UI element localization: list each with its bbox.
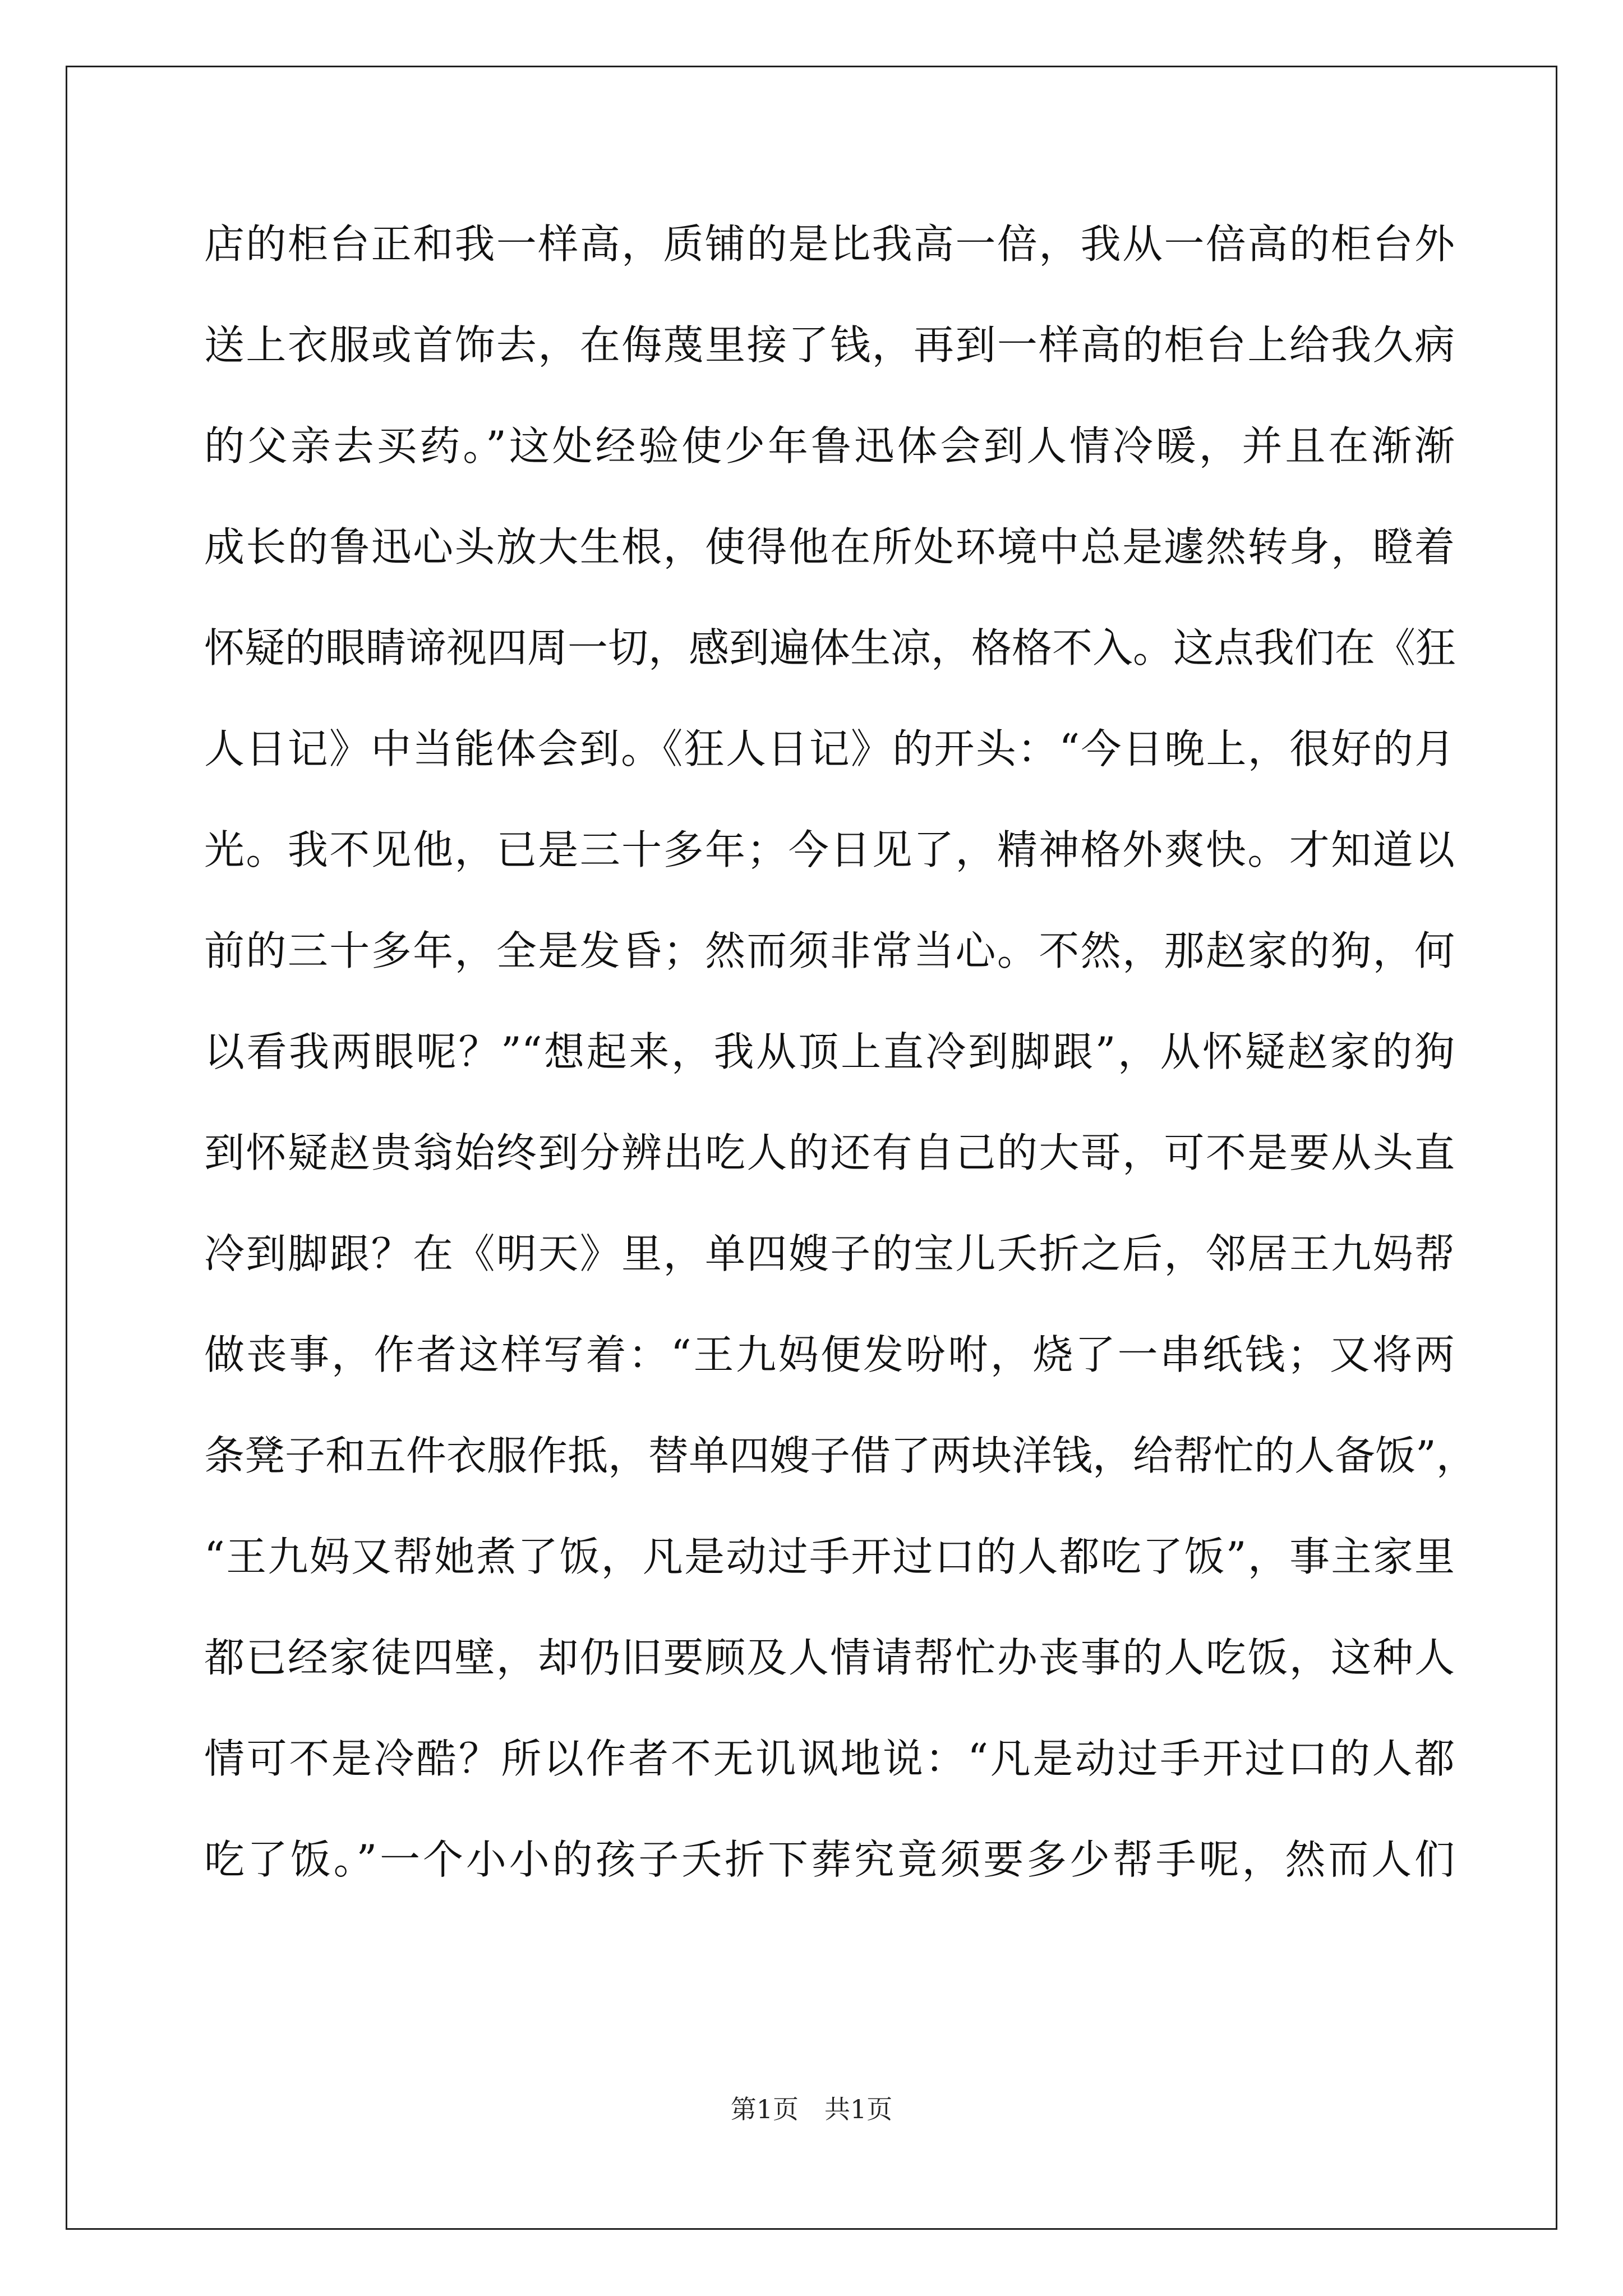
text-line: 前的三十多年，全是发昏；然而须非常当心。不然，那赵家的狗，何 xyxy=(204,927,1455,974)
text-line: 光。我不见他，已是三十多年；今日见了，精神格外爽快。才知道以 xyxy=(204,826,1455,873)
text-line: 到怀疑赵贵翁始终到分辨出吃人的还有自己的大哥，可不是要从头直 xyxy=(204,1129,1455,1176)
text-line: 送上衣服或首饰去，在侮蔑里接了钱，再到一样高的柜台上给我久病 xyxy=(204,321,1455,369)
text-line: 条凳子和五件衣服作抵，替单四嫂子借了两块洋钱，给帮忙的人备饭”， xyxy=(204,1432,1477,1479)
document-body xyxy=(204,210,1477,1927)
text-line: 以看我两眼呢？”“想起来，我从顶上直冷到脚跟”，从怀疑赵家的狗 xyxy=(204,1028,1455,1075)
text-line: 冷到脚跟？在《明天》里，单四嫂子的宝儿夭折之后，邻居王九妈帮 xyxy=(204,1230,1455,1277)
text-line: 店的柜台正和我一样高，质铺的是比我高一倍，我从一倍高的柜台外 xyxy=(204,220,1455,268)
text-line: 成长的鲁迅心头放大生根，使得他在所处环境中总是遽然转身，瞪着 xyxy=(204,523,1455,570)
text-line: 都已经家徒四壁，却仍旧要顾及人情请帮忙办丧事的人吃饭，这种人 xyxy=(204,1634,1455,1681)
text-line: 的父亲去买药。”这处经验使少年鲁迅体会到人情冷暖，并且在渐渐 xyxy=(204,422,1455,470)
text-line: 怀疑的眼睛谛视四周一切，感到遍体生凉，格格不入。这点我们在《狂 xyxy=(204,624,1456,671)
text-line: “王九妈又帮她煮了饭，凡是动过手开过口的人都吃了饭”，事主家里 xyxy=(204,1533,1455,1580)
page-number: 第1页 共1页 xyxy=(730,2094,893,2124)
text-line: 情可不是冷酷？所以作者不无讥讽地说：“凡是动过手开过口的人都 xyxy=(204,1735,1455,1782)
text-line: 吃了饭。”一个小小的孩子夭折下葬究竟须要多少帮手呢，然而人们 xyxy=(204,1836,1455,1883)
text-line: 人日记》中当能体会到。《狂人日记》的开头：“今日晚上，很好的月 xyxy=(204,725,1455,772)
text-line: 做丧事，作者这样写着：“王九妈便发吩咐，烧了一串纸钱；又将两 xyxy=(204,1331,1455,1378)
